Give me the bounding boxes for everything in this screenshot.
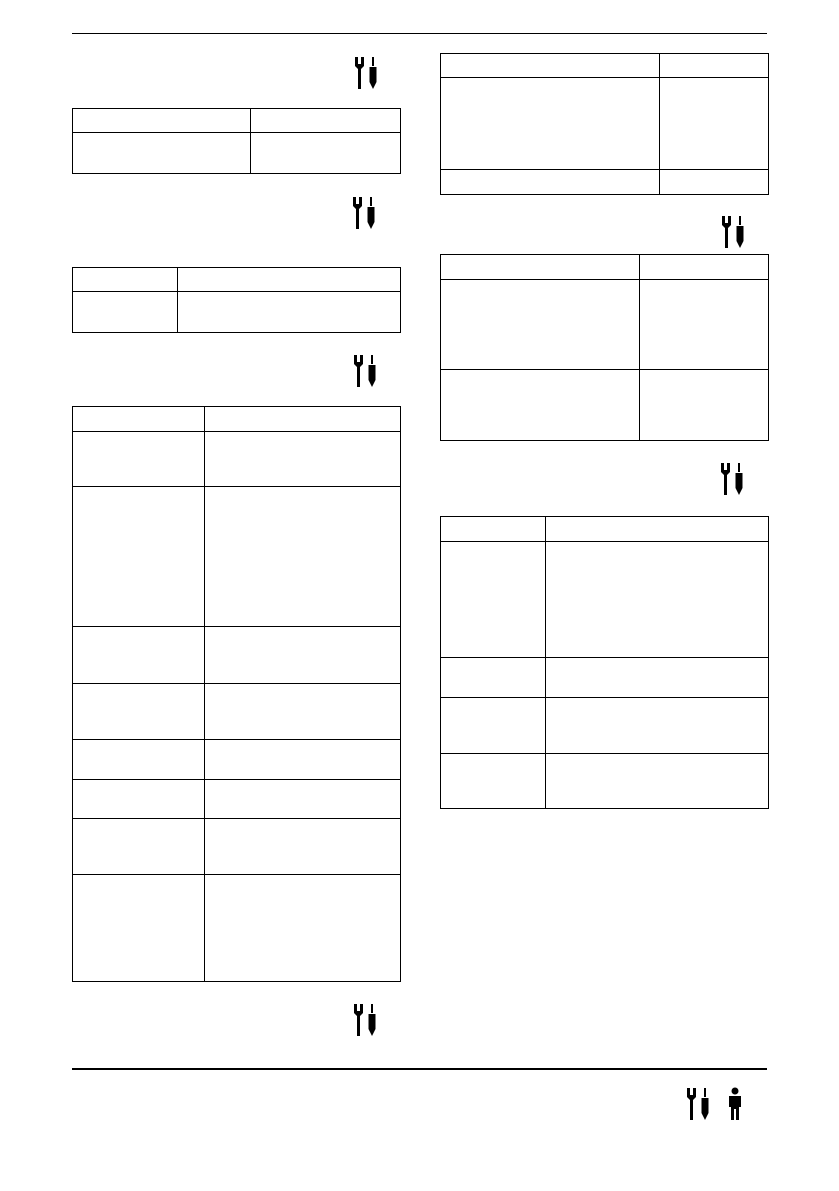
table-row (73, 875, 401, 982)
header-rule (72, 33, 767, 34)
table-cell (441, 78, 660, 170)
table-cell (73, 684, 205, 740)
table-cell (73, 740, 205, 780)
table-cell (251, 109, 401, 133)
table-cell (73, 292, 178, 333)
table-cell (251, 133, 401, 174)
table-cell (73, 819, 205, 875)
wrench-screwdriver-icon (353, 354, 379, 388)
table-cell (205, 780, 401, 819)
spec-table-6 (440, 516, 769, 809)
table-row (73, 780, 401, 819)
table-cell (640, 370, 769, 441)
spec-table-1 (72, 108, 401, 174)
table-cell (73, 109, 251, 133)
table-cell (546, 517, 769, 542)
table-cell (441, 658, 546, 698)
spec-table-4 (440, 53, 769, 195)
table-cell (660, 78, 769, 170)
table-row (73, 819, 401, 875)
table-cell (205, 627, 401, 684)
table-header-row (73, 407, 401, 432)
table-cell (73, 407, 205, 432)
table-header-row (441, 54, 769, 78)
table-header-row (73, 109, 401, 133)
table-cell (441, 280, 640, 370)
table-cell (73, 875, 205, 982)
table-cell (441, 255, 640, 280)
table-header-row (441, 255, 769, 280)
table-row (441, 170, 769, 195)
table-cell (73, 627, 205, 684)
table-cell (205, 684, 401, 740)
wrench-screwdriver-icon (686, 1087, 712, 1121)
person-icon (726, 1087, 744, 1121)
table-cell (73, 432, 205, 487)
table-row (73, 432, 401, 487)
table-header-row (441, 517, 769, 542)
table-row (441, 658, 769, 698)
table-cell (205, 819, 401, 875)
table-row (73, 292, 401, 333)
table-cell (205, 875, 401, 982)
table-cell (178, 268, 401, 292)
table-cell (441, 54, 660, 78)
table-cell (73, 268, 178, 292)
table-cell (73, 133, 251, 174)
table-cell (546, 542, 769, 658)
table-row (441, 542, 769, 658)
table-cell (178, 292, 401, 333)
table-cell (441, 698, 546, 754)
table-row (73, 627, 401, 684)
table-cell (640, 255, 769, 280)
spec-table-3 (72, 406, 401, 982)
wrench-screwdriver-icon (720, 462, 746, 496)
wrench-screwdriver-icon (353, 1003, 379, 1037)
table-header-row (73, 268, 401, 292)
spec-table-5 (440, 254, 769, 441)
table-cell (546, 658, 769, 698)
table-cell (205, 432, 401, 487)
table-cell (205, 407, 401, 432)
table-cell (73, 487, 205, 627)
table-row (441, 78, 769, 170)
table-cell (660, 170, 769, 195)
table-cell (660, 54, 769, 78)
wrench-screwdriver-icon (721, 215, 747, 249)
spec-table-2 (72, 267, 401, 333)
wrench-screwdriver-icon (352, 196, 378, 230)
page-number (765, 10, 781, 32)
table-row (441, 698, 769, 754)
table-cell (205, 740, 401, 780)
table-row (73, 133, 401, 174)
table-cell (205, 487, 401, 627)
table-cell (441, 170, 660, 195)
table-row (73, 684, 401, 740)
table-row (441, 280, 769, 370)
footer-rule (72, 1068, 767, 1070)
table-row (73, 487, 401, 627)
table-cell (546, 698, 769, 754)
table-row (441, 754, 769, 809)
table-cell (441, 370, 640, 441)
table-cell (441, 542, 546, 658)
table-cell (73, 780, 205, 819)
wrench-screwdriver-icon (354, 56, 380, 90)
table-cell (441, 754, 546, 809)
table-row (441, 370, 769, 441)
table-cell (640, 280, 769, 370)
table-cell (546, 754, 769, 809)
table-row (73, 740, 401, 780)
table-cell (441, 517, 546, 542)
